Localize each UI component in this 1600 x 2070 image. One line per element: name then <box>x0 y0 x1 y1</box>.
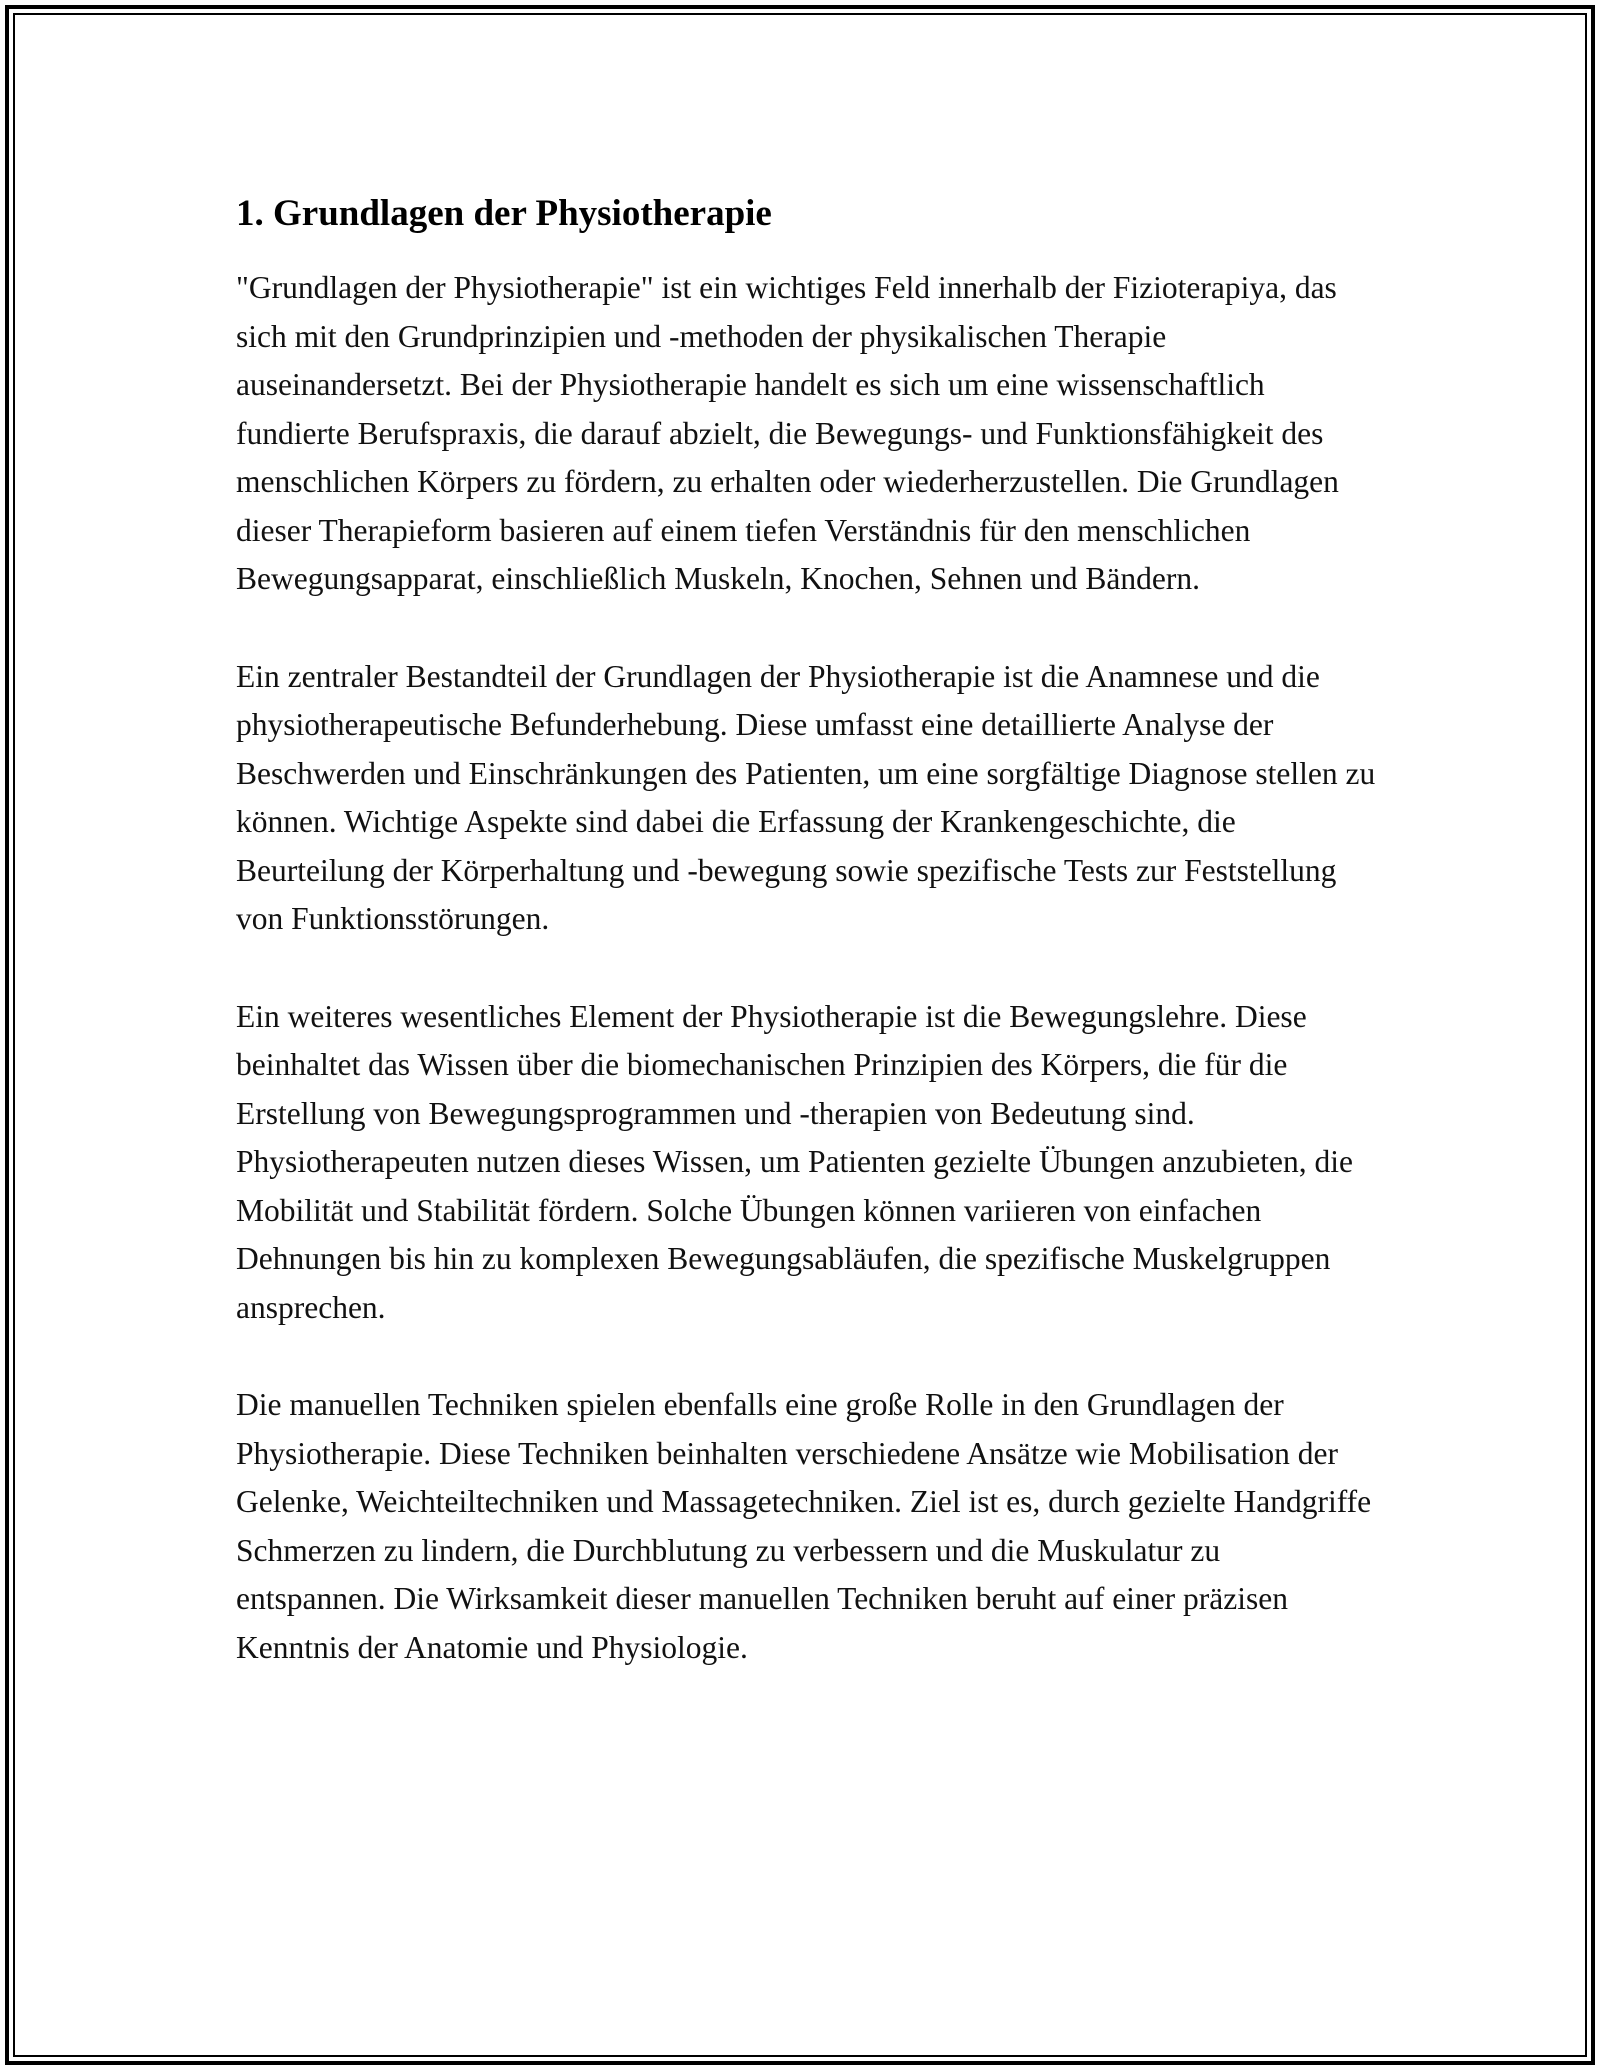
section-heading: 1. Grundlagen der Physiotherapie <box>236 193 772 234</box>
paragraph-manuelle-techniken: Die manuellen Techniken spielen ebenfalls eine große Rolle in den Grundlagen der Physiotherapie. Diese Techniken beinhalten verschiedene Ansätze wie Mobilisation der Gelenke, Weichteiltechniken und Massagetechniken. Ziel ist es, durch gezielte Handgriffe Schmerzen zu lindern, die Durchblutung zu verbessern und die Muskulatur zu entspannen. Die Wirksamkeit dieser manuellen Techniken beruht auf einer präzisen Kenntnis der Anatomie und Physiologie. <box>236 1387 1372 1665</box>
paragraph-anamnese: Ein zentraler Bestandteil der Grundlagen der Physiotherapie ist die Anamnese und die physiotherapeutische Befunderhebung. Diese umfasst eine detaillierte Analyse der Beschwerden und Einschränkungen des Patienten, um eine sorgfältige Diagnose stellen zu können. Wichtige Aspekte sind dabei die Erfassung der Krankengeschichte, die Beurteilung der Körperhaltung und -bewegung sowie spezifische Tests zur Feststellung von Funktionsstörungen. <box>236 658 1376 936</box>
paragraph-intro: "Grundlagen der Physiotherapie" ist ein wichtiges Feld innerhalb der Fizioterapiya, das sich mit den Grundprinzipien und -methoden der physikalischen Therapie auseinandersetzt. Bei der Physiotherapie handelt es sich um eine wissenschaftlich fundierte Berufspraxis, die darauf abzielt, die Bewegungs- und Funktionsfähigkeit des menschlichen Körpers zu fördern, zu erhalten oder wiederherzustellen. Die Grundlagen dieser Therapieform basieren auf einem tiefen Verständnis für den menschlichen Bewegungsapparat, einschließlich Muskeln, Knochen, Sehnen und Bändern. <box>236 270 1339 596</box>
document-body <box>236 188 1376 1721</box>
paragraph-bewegungslehre: Ein weiteres wesentliches Element der Physiotherapie ist die Bewegungslehre. Diese beinhaltet das Wissen über die biomechanischen Prinzipien des Körpers, die für die Erstellung von Bewegungsprogrammen und -therapien von Bedeutung sind. Physiotherapeuten nutzen dieses Wissen, um Patienten gezielte Übungen anzubieten, die Mobilität und Stabilität fördern. Solche Übungen können variieren von einfachen Dehnungen bis hin zu komplexen Bewegungsabläufen, die spezifische Muskelgruppen ansprechen. <box>236 998 1353 1325</box>
